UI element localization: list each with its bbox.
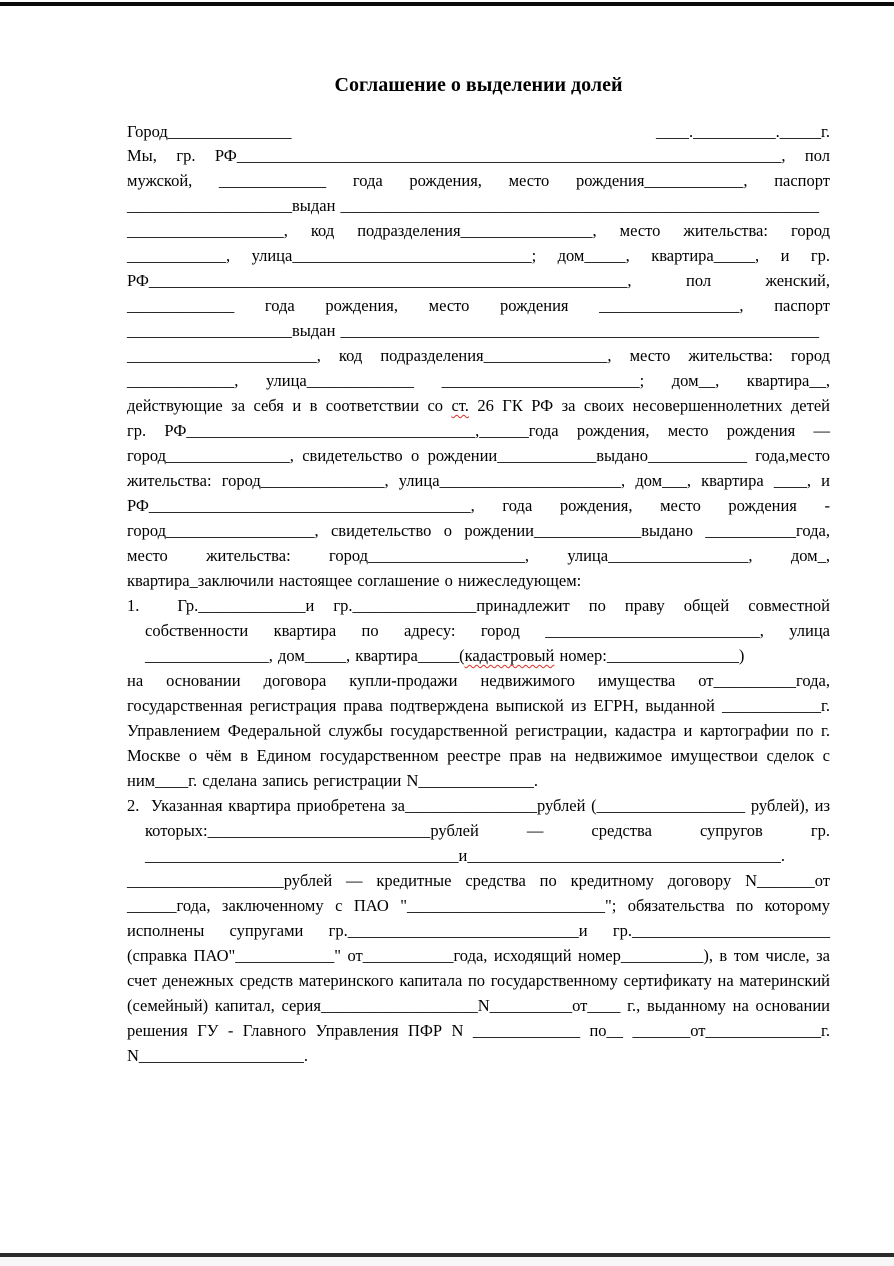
document-page — [127, 0, 830, 1068]
city-date-row — [127, 121, 830, 143]
clause-2-price: 2. Указанная квартира приобретена за________________рублей (__________________ рублей), из которых:___________________________рублей — средства супругов гр. ______________________________________и______________________________________. — [127, 796, 830, 865]
spellcheck-underline: кадастровый — [464, 646, 555, 665]
paragraph-husband-identity: Мы, гр. РФ__________________________________________________________________, пол мужской, _____________ года рождения, место рождения____________, паспорт ____________________выдан __________________________________________________________ — [127, 146, 830, 215]
spellcheck-underline: ст. — [451, 396, 469, 415]
clause-1-registration: на основании договора купли-продажи недвижимого имущества от__________года, государственная регистрация права подтверждена выпиской из ЕГРН, выданной ____________г. Управлением Федеральной службы государственной регистрации, кадастра и картографии по г. Москве о чём в Едином государственном реестре прав на недвижимое имуществои сделок с ним____г. сделана запись регистрации N______________. — [127, 671, 830, 790]
page-below-area — [0, 1257, 894, 1266]
city-blank-line — [127, 121, 292, 143]
date-blank-line: ____.__________._____г. — [655, 122, 830, 141]
clause-2-credit-funds: ___________________рублей — кредитные средства по кредитному договору N_______от ______года, заключенному с ПАО "________________________"; обязательства по которому исполнены супругами гр.____________________________и гр.________________________ (справка ПАО"____________" от___________года, исходящий номер__________), в том числе, за счет денежных средств материнского капитала по государственному сертификату на материнский (семейный) капитал, серия___________________N__________от____ г., выданному на основании решения ГУ - Главного Управления ПФР N _____________ по__ _______от______________г. N____________________. — [127, 871, 830, 1065]
clause-1-ownership: 1. Гр._____________и гр._______________принадлежит по праву общей совместной собственности квартира по адресу: город __________________________, улица _______________, дом_____, квартира_____(кадастровый номер:________________) — [127, 596, 830, 665]
city-label: Город — [127, 122, 168, 141]
paragraph-wife-identity: ___________________, код подразделения________________, место жительства: город ____________, улица_____________________________; дом_____, квартира_____, и гр. РФ__________________________________________________________, пол женский, _____________ года рождения, место рождения _________________, паспорт ____________________выдан __________________________________________________________ — [127, 221, 830, 340]
paragraph-children-and-preamble: _______________________, код подразделения_______________, место жительства: город _____________, улица_____________ ________________________; дом__, квартира__, действующие за себя и в соответствии со ст. 26 ГК РФ за своих несовершеннолетних детей гр. РФ___________________________________,______года рождения, место рождения —город_______________, свидетельство о рождении____________выдано____________ года,место жительства: город_______________, улица______________________, дом___, квартира ____, и РФ_______________________________________, года рождения, место рождения - город__________________, свидетельство о рождении_____________выдано ___________года, место жительства: город___________________, улица_________________, дом_, квартира_заключили настоящее соглашение о нижеследующем: — [127, 346, 830, 590]
city-blank: _______________ — [167, 122, 292, 141]
document-title: Соглашение о выделении долей — [334, 74, 623, 96]
